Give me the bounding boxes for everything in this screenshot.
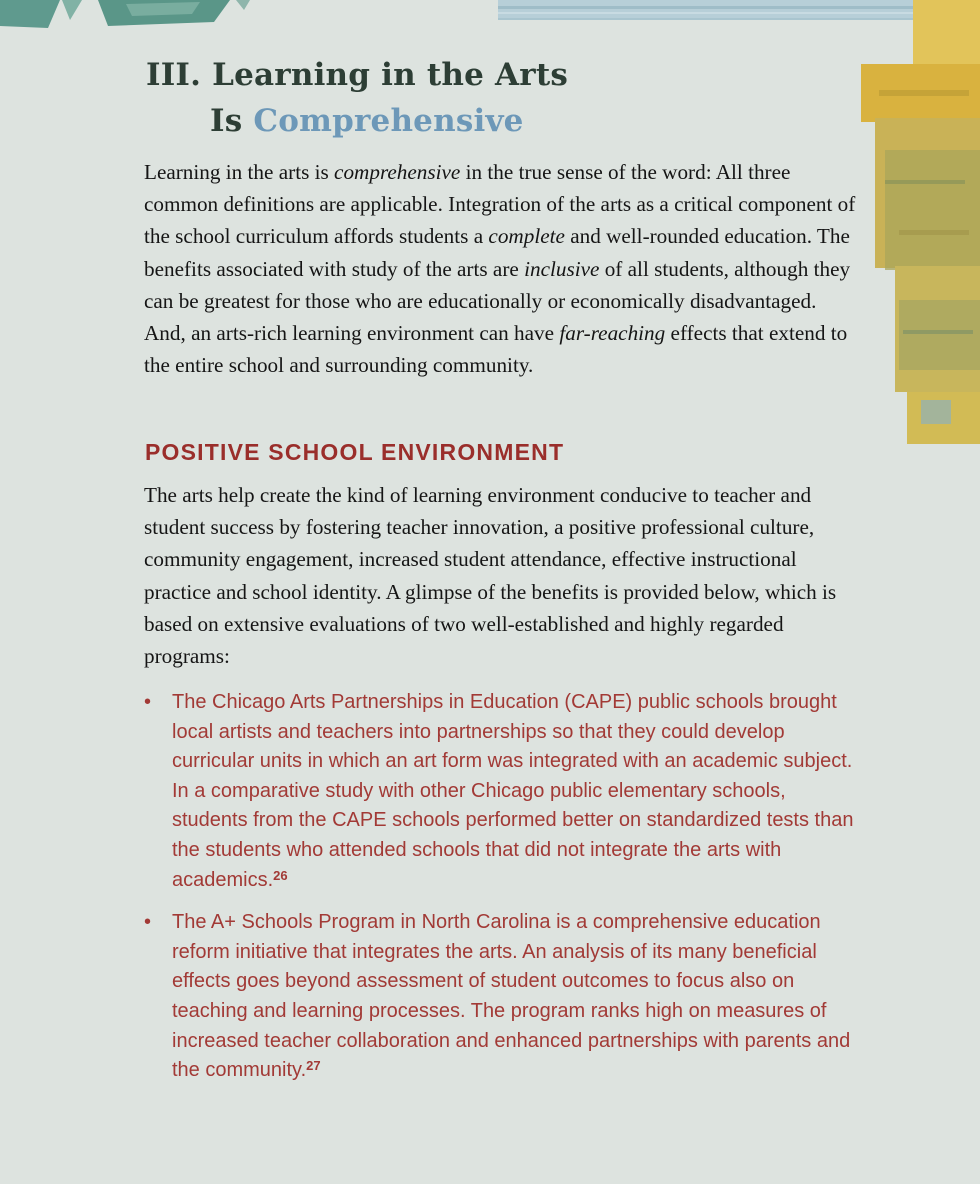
intro-emphasis-1: comprehensive (334, 160, 461, 184)
program-bullet-list (144, 688, 864, 1086)
bullet-text: The Chicago Arts Partnerships in Education (CAPE) public schools brought local artists and teachers into partnerships so that they could develop curricular units in which an art form was integrated with an academic subject. In a comparative study with other Chicago public elementary schools, students from the CAPE schools performed better on standardized tests than the students who attended schools that did not integrate the arts with academics. (172, 691, 854, 891)
intro-text-1: Learning in the arts is (144, 160, 335, 184)
decorative-texture-icon (855, 0, 980, 460)
decorative-strip-icon (490, 0, 915, 24)
intro-emphasis-3: inclusive (524, 256, 600, 281)
page-title (146, 52, 568, 144)
intro-text-2: in the true sense of the word: All three common definitions are applicable. Integration of the arts as a critical component of the school curriculum affords students a (144, 160, 856, 249)
section-heading: POSITIVE SCHOOL ENVIRONMENT (145, 439, 565, 465)
intro-text-3: and well-rounded education. The benefits associated with study of the arts are (144, 224, 850, 281)
title-line-2-prefix: Is (210, 103, 243, 139)
title-line-2 (146, 98, 568, 144)
footnote-ref: 27 (306, 1058, 321, 1074)
intro-paragraph (144, 156, 860, 381)
title-accent-word: Comprehensive (253, 103, 524, 139)
intro-text-4: of all students, although they can be greatest for those who are educationally or economically disadvantaged. And, an arts-rich learning environment can have (144, 256, 851, 346)
section-body-paragraph: The arts help create the kind of learning environment conducive to teacher and student success by fostering teacher innovation, a positive professional culture, community engagement, increased student attendance, effective instructional practice and school identity. A glimpse of the benefits is provided below, which is based on extensive evaluations of two well-established and highly regarded programs: (144, 483, 837, 669)
bullet-marker: • (144, 911, 152, 934)
title-line-1: III. Learning in the Arts (146, 57, 568, 93)
intro-emphasis-2: complete (488, 224, 565, 249)
intro-emphasis-4: far-reaching (559, 321, 666, 346)
bullet-text: The A+ Schools Program in North Carolina is a comprehensive education reform initiative that integrates the arts. An analysis of its many beneficial effects goes beyond assessment of student outcomes to focus also on teaching and learning processes. The program ranks high on measures of increased teacher collaboration and enhanced partnerships with parents and the community. (172, 911, 851, 1082)
bullet-marker: • (144, 691, 152, 713)
footnote-ref: 26 (273, 867, 288, 883)
bullet-item-a-plus (144, 908, 864, 1086)
bullet-item-cape (144, 688, 864, 895)
decorative-brush-art-icon (0, 0, 250, 34)
intro-text-5: effects that extend to the entire school and surrounding community. (144, 321, 848, 378)
